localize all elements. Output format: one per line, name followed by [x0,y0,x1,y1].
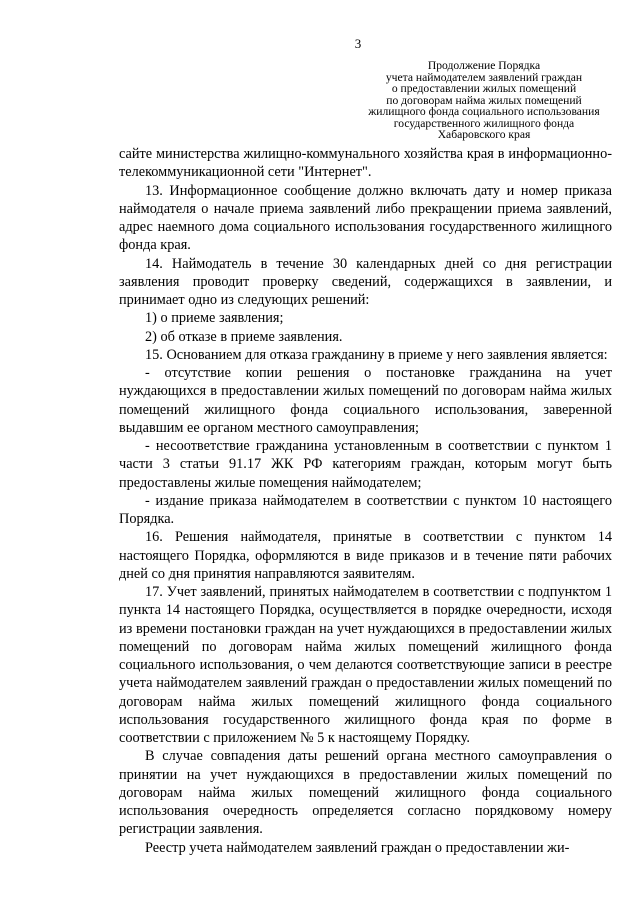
header-line: учета наймодателем заявлений граждан [385,70,583,84]
list-item: - отсутствие копии решения о постановке гражданина на учет нуждающихся в предоставлении жилых помещений по договорам найма жилых помещений жилищного фонда социального использования, заверенной выдавшим ее органом местного самоуправления; [119,365,612,436]
page-number: 3 [354,36,362,51]
paragraph: 16. Решения наймодателя, принятые в соответствии с пунктом 14 настоящего Порядка, оформляются в виде приказов и в течение пяти рабочих дней со дня принятия направляются заявителям. [119,529,612,582]
paragraph: 17. Учет заявлений, принятых наймодателем в соответствии с подпунктом 1 пункта 14 настоящего Порядка, осуществляется в порядке очередности, исходя из времени постановки граждан на учет нуждающихся в предоставлении жилых помещений по договорам найма жилых помещений жилищного фонда социального использования, о чем делаются соответствующие записи в реестре учета наймодателем заявлений граждан о предоставлении жилых помещений по договорам найма жилых помещений жилищного фонда социального использования государственного жилищного фонда края по форме в соответствии с приложением № 5 к настоящему Порядку. [119,584,612,746]
paragraph: 13. Информационное сообщение должно включать дату и номер приказа наймодателя о начале приема заявлений либо прекращении приема заявлений, адрес наемного дома социального использования государственного жилищного фонда края. [119,182,612,254]
document-body [119,145,612,857]
paragraph: 14. Наймодатель в течение 30 календарных дней со дня регистрации заявления проводит проверку сведений, содержащихся в заявлении, и принимает одно из следующих решений: [119,255,612,308]
paragraph: сайте министерства жилищно-коммунального хозяйства края в информационно-телекоммуникационной сети "Интернет". [119,146,612,181]
list-item: 1) о приеме заявления; [145,310,284,327]
header-line: о предоставлении жилых помещений [391,82,577,95]
list-item: - несоответствие гражданина установленным в соответствии с пунктом 1 части 3 статьи 91.17 ЖК РФ категориям граждан, которым могут быть предоставлены жилые помещения наймодателем; [119,438,612,491]
header-line: государственного жилищного фонда [393,116,575,130]
paragraph: 15. Основанием для отказа гражданину в приеме у него заявления является: [145,346,608,363]
list-item: 2) об отказе в приеме заявления. [145,328,343,345]
header-line: Хабаровского края [437,128,531,141]
list-item: - издание приказа наймодателем в соответствии с пунктом 10 настоящего Порядка. [119,492,612,527]
paragraph: Реестр учета наймодателем заявлений граждан о предоставлении жи- [145,839,570,856]
header-line: жилищного фонда социального использования [368,105,600,118]
paragraph: В случае совпадения даты решений органа местного самоуправления о принятии на учет нуждающихся в предоставлении жилых помещений по договорам найма жилых помещений жилищного фонда социального использования очередность определяется согласно порядковому номеру регистрации заявления. [119,748,612,838]
header-line: Продолжение Порядка [427,59,541,72]
header-line: по договорам найма жилых помещений [386,93,582,107]
document-header [352,60,616,141]
